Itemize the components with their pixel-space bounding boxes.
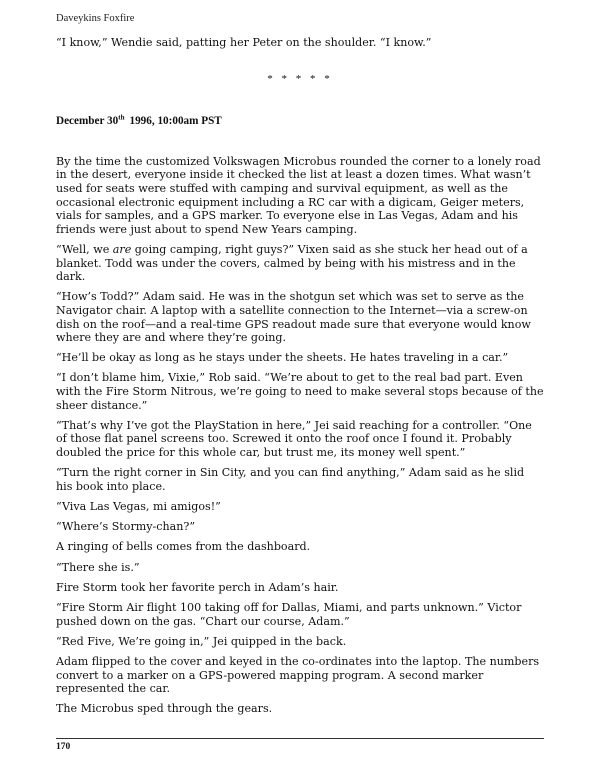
- paragraph: “Turn the right corner in Sin City, and you can find anything,” Adam said as he slid his book into place.: [56, 466, 525, 493]
- paragraph: “Red Five, We’re going in,” Jei quipped in the back.: [56, 634, 347, 648]
- emphasis-text: are: [112, 242, 132, 256]
- date-heading: [56, 115, 544, 129]
- paragraph: “Where’s Stormy-chan?”: [56, 520, 196, 534]
- paragraph: A ringing of bells comes from the dashboard.: [56, 540, 311, 554]
- paragraph-text: “Well, we: [56, 242, 113, 256]
- date-ordinal: th: [118, 113, 125, 122]
- page-number: 170: [56, 742, 71, 752]
- paragraph: “He’ll be okay as long as he stays under the sheets. He hates traveling in a car.”: [56, 351, 509, 365]
- running-header: Daveykins Foxfire: [56, 13, 135, 24]
- paragraph: “Fire Storm Air flight 100 taking off for Dallas, Miami, and parts unknown.” Victor pushed down on the gas. “Chart our course, Adam.”: [56, 600, 522, 628]
- scene-separator: * * * * *: [267, 72, 333, 85]
- paragraph: “How’s Todd?” Adam said. He was in the shotgun set which was set to serve as the Navigator chair. A laptop with a satellite connection to the Internet—via a screw-on dish on the roof—and a real-time GPS readout made sure that everyone would know where they are and where they’re going.: [56, 290, 531, 345]
- paragraph-text: going camping, right guys?” Vixen said as she stuck her head out of a blanket. Todd was under the covers, calmed by being with his mistress and in the dark.: [56, 242, 528, 284]
- paragraph: “There she is.”: [56, 560, 140, 574]
- date-text-before: December 30: [56, 115, 119, 128]
- paragraph: “That’s why I’ve got the PlayStation in here,” Jei said reaching for a controller. “One of those flat panel screens too. Screwed it onto the roof once I found it. Probably doubled the price for this whole car, but trust me, its money well spent.”: [56, 418, 532, 460]
- paragraph-intro: “I know,” Wendie said, patting her Peter on the shoulder. “I know.”: [56, 36, 432, 49]
- paragraph: The Microbus sped through the gears.: [56, 702, 273, 716]
- paragraph: [56, 243, 544, 284]
- footer-rule: [56, 738, 544, 739]
- paragraph: “Viva Las Vegas, mi amigos!”: [56, 500, 221, 513]
- paragraph: By the time the customized Volkswagen Microbus rounded the corner to a lonely road in the desert, everyone inside it checked the list at least a dozen times. What wasn’t used for seats were stuffed with camping and survival equipment, as well as the occasional electronic equipment including a RC car with a digicam, Geiger meters, vials for samples, and a GPS marker. To everyone else in Las Vegas, Adam and his friends were just about to spend New Years camping.: [56, 154, 541, 236]
- paragraph: “I don’t blame him, Vixie,” Rob said. “We’re about to get to the real bad part. Even with the Fire Storm Nitrous, we’re going to need to make several stops because of the sheer distance.”: [56, 371, 544, 412]
- page-body: [56, 36, 544, 722]
- paragraph: Fire Storm took her favorite perch in Adam’s hair.: [56, 580, 339, 594]
- paragraph: Adam flipped to the cover and keyed in the co-ordinates into the laptop. The numbers convert to a marker on a GPS-powered mapping program. A second marker represented the car.: [56, 654, 540, 696]
- date-text-after: 1996, 10:00am PST: [129, 115, 222, 128]
